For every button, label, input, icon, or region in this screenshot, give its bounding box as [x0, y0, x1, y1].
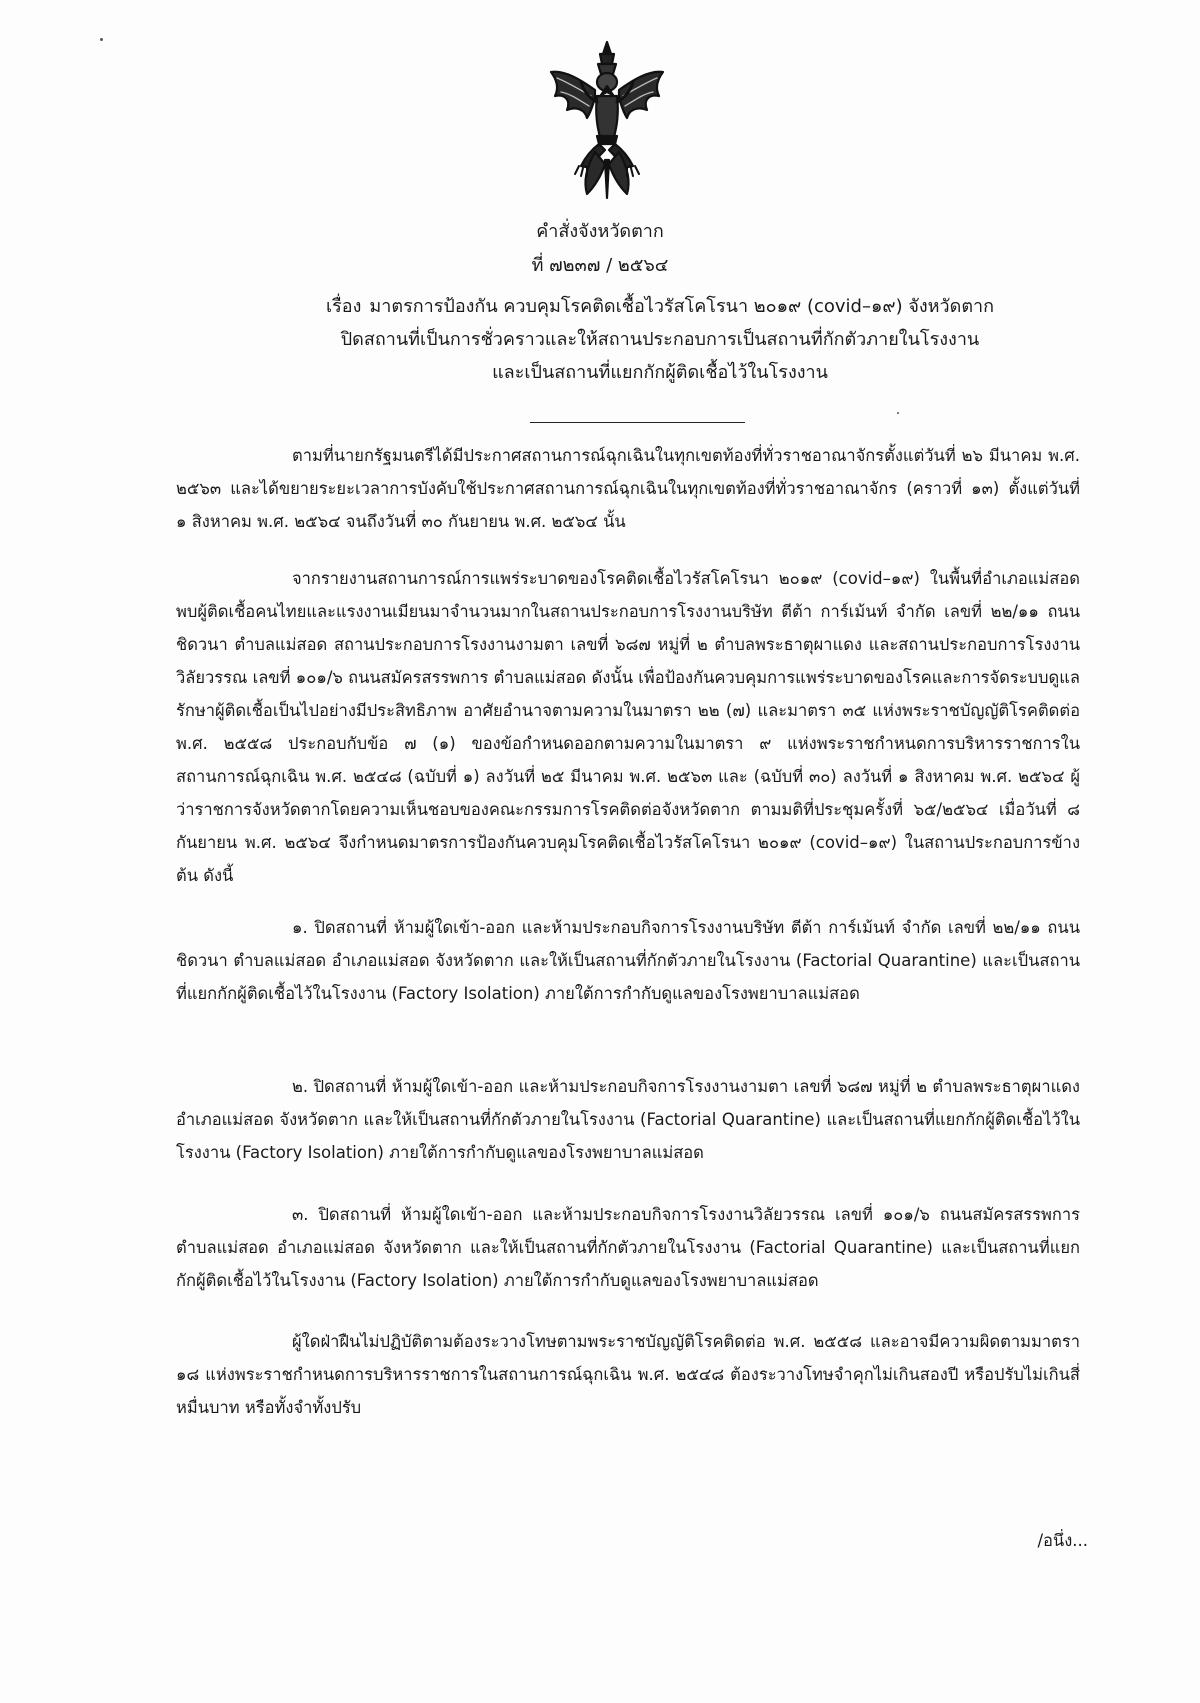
- scan-speck: [100, 38, 103, 41]
- paragraph-measure-2: ๒. ปิดสถานที่ ห้ามผู้ใดเข้า-ออก และห้ามประกอบกิจการโรงงานงามตา เลขที่ ๖๘๗ หมู่ที่ ๒ ตำบลพระธาตุผาแดง อำเภอแม่สอด จังหวัดตาก และให้เป็นสถานที่กักตัวภายในโรงงาน (Factorial Quarantine) และเป็นสถานที่แยกกักผู้ติดเชื้อไว้ในโรงงาน (Factory Isolation) ภายใต้การกำกับดูแลของโรงพยาบาลแม่สอด: [176, 1077, 1080, 1162]
- header-divider: [530, 422, 745, 423]
- continuation-marker: /อนึ่ง...: [1037, 1531, 1088, 1550]
- subject-line: ปิดสถานที่เป็นการชั่วคราวและให้สถานประกอบการเป็นสถานที่กักตัวภายในโรงงาน: [340, 329, 980, 350]
- garuda-emblem-icon: [547, 40, 667, 200]
- order-number: ที่ ๗๒๓๗ / ๒๕๖๔: [531, 255, 669, 276]
- subject-block: [260, 290, 1060, 389]
- subject-line-text: มาตรการป้องกัน ควบคุมโรคติดเชื้อไวรัสโคโรนา ๒๐๑๙ (covid–๑๙) จังหวัดตาก: [369, 296, 995, 317]
- paragraph-measure-1: ๑. ปิดสถานที่ ห้ามผู้ใดเข้า-ออก และห้ามประกอบกิจการโรงงานบริษัท ตีต้า การ์เม้นท์ จำกัด เลขที่ ๒๒/๑๑ ถนนชิดวนา ตำบลแม่สอด อำเภอแม่สอด จังหวัดตาก และให้เป็นสถานที่กักตัวภายในโรงงาน (Factorial Quarantine) และเป็นสถานที่แยกกักผู้ติดเชื้อไว้ในโรงงาน (Factory Isolation) ภายใต้การกำกับดูแลของโรงพยาบาลแม่สอด: [176, 918, 1080, 1003]
- scan-speck: [897, 412, 899, 414]
- subject-line: [260, 290, 1060, 323]
- subject-line: และเป็นสถานที่แยกกักผู้ติดเชื้อไว้ในโรงงาน: [492, 362, 828, 383]
- subject-label: เรื่อง: [325, 296, 362, 317]
- paragraph-situation: จากรายงานสถานการณ์การแพร่ระบาดของโรคติดเชื้อไวรัสโคโรนา ๒๐๑๙ (covid–๑๙) ในพื้นที่อำเภอแม่สอด พบผู้ติดเชื้อคนไทยและแรงงานเมียนมาจำนวนมากในสถานประกอบการโรงงานบริษัท ตีต้า การ์เม้นท์ จำกัด เลขที่ ๒๒/๑๑ ถนนชิดวนา ตำบลแม่สอด สถานประกอบการโรงงานงามตา เลขที่ ๖๘๗ หมู่ที่ ๒ ตำบลพระธาตุผาแดง และสถานประกอบการโรงงานวิลัยวรรณ เลขที่ ๑๐๑/๖ ถนนสมัครสรรพการ ตำบลแม่สอด ดังนั้น เพื่อป้องกันควบคุมการแพร่ระบาดของโรคและการจัดระบบดูแลรักษาผู้ติดเชื้อเป็นไปอย่างมีประสิทธิภาพ อาศัยอำนาจตามความในมาตรา ๒๒ (๗) และมาตรา ๓๕ แห่งพระราชบัญญัติโรคติดต่อ พ.ศ. ๒๕๕๘ ประกอบกับข้อ ๗ (๑) ของข้อกำหนดออกตามความในมาตรา ๙ แห่งพระราชกำหนดการบริหารราชการในสถานการณ์ฉุกเฉิน พ.ศ. ๒๕๔๘ (ฉบับที่ ๑) ลงวันที่ ๒๕ มีนาคม พ.ศ. ๒๕๖๓ และ (ฉบับที่ ๓๐) ลงวันที่ ๑ สิงหาคม พ.ศ. ๒๕๖๔ ผู้ว่าราชการจังหวัดตากโดยความเห็นชอบของคณะกรรมการโรคติดต่อจังหวัดตาก ตามมติที่ประชุมครั้งที่ ๖๕/๒๕๖๔ เมื่อวันที่ ๘ กันยายน พ.ศ. ๒๕๖๔ จึงกำหนดมาตรการป้องกันควบคุมโรคติดเชื้อไวรัสโคโรนา ๒๐๑๙ (covid–๑๙) ในสถานประกอบการข้างต้น ดังนี้: [176, 569, 1080, 885]
- paragraph-preamble: ตามที่นายกรัฐมนตรีได้มีประกาศสถานการณ์ฉุกเฉินในทุกเขตท้องที่ทั่วราชอาณาจักรตั้งแต่วันที่ ๒๖ มีนาคม พ.ศ. ๒๕๖๓ และได้ขยายระยะเวลาการบังคับใช้ประกาศสถานการณ์ฉุกเฉินในทุกเขตท้องที่ทั่วราชอาณาจักร (คราวที่ ๑๓) ตั้งแต่วันที่ ๑ สิงหาคม พ.ศ. ๒๕๖๔ จนถึงวันที่ ๓๐ กันยายน พ.ศ. ๒๕๖๔ นั้น: [176, 446, 1080, 531]
- paragraph-measure-3: ๓. ปิดสถานที่ ห้ามผู้ใดเข้า-ออก และห้ามประกอบกิจการโรงงานวิลัยวรรณ เลขที่ ๑๐๑/๖ ถนนสมัครสรรพการ ตำบลแม่สอด อำเภอแม่สอด จังหวัดตาก และให้เป็นสถานที่กักตัวภายในโรงงาน (Factorial Quarantine) และเป็นสถานที่แยกกักผู้ติดเชื้อไว้ในโรงงาน (Factory Isolation) ภายใต้การกำกับดูแลของโรงพยาบาลแม่สอด: [176, 1205, 1080, 1290]
- paragraph-penalty: ผู้ใดฝ่าฝืนไม่ปฏิบัติตามต้องระวางโทษตามพระราชบัญญัติโรคติดต่อ พ.ศ. ๒๕๕๘ และอาจมีความผิดตามมาตรา ๑๘ แห่งพระราชกำหนดการบริหารราชการในสถานการณ์ฉุกเฉิน พ.ศ. ๒๕๔๘ ต้องระวางโทษจำคุกไม่เกินสองปี หรือปรับไม่เกินสี่หมื่นบาท หรือทั้งจำทั้งปรับ: [176, 1332, 1080, 1417]
- order-title: คำสั่งจังหวัดตาก: [536, 221, 664, 242]
